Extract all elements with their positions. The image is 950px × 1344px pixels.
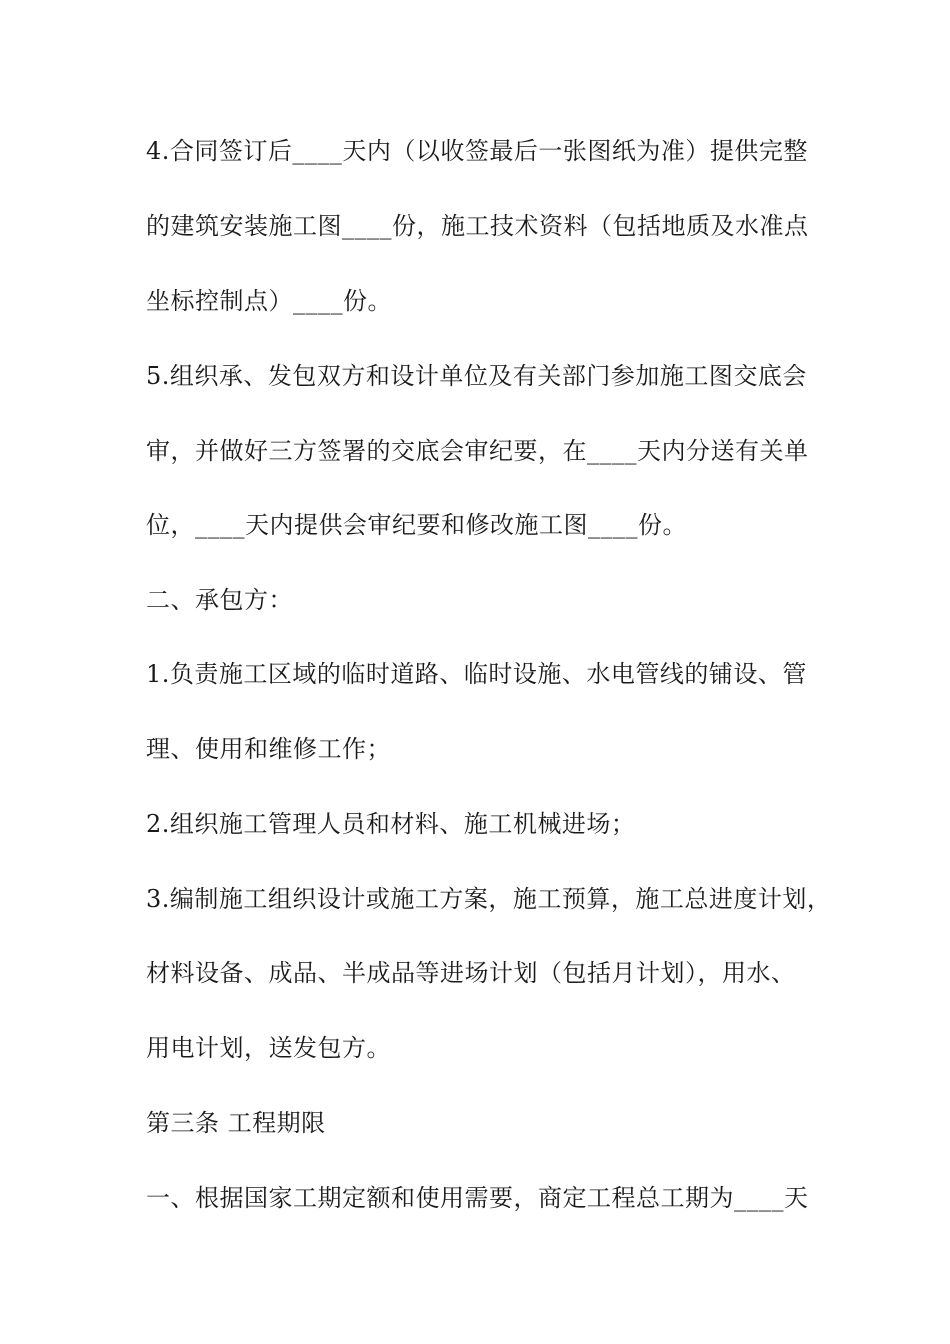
text-line: 材料设备、成品、半成品等进场计划（包括月计划），用水、: [146, 959, 796, 987]
text-line: 4.合同签订后____天内（以收签最后一张图纸为准）提供完整: [146, 137, 808, 165]
text-line: 5.组织承、发包双方和设计单位及有关部门参加施工图交底会: [146, 362, 807, 390]
text-line: 坐标控制点）____份。: [146, 287, 392, 315]
section-heading: 二、承包方：: [146, 586, 293, 614]
text-line: 审，并做好三方签署的交底会审纪要，在____天内分送有关单: [146, 437, 809, 465]
text-line: 1.负责施工区域的临时道路、临时设施、水电管线的铺设、管: [146, 660, 807, 688]
text-line: 位，____天内提供会审纪要和修改施工图____份。: [146, 511, 687, 539]
text-line: 用电计划，送发包方。: [146, 1034, 391, 1062]
text-line: 2.组织施工管理人员和材料、施工机械进场；: [146, 810, 636, 838]
text-line: 3.编制施工组织设计或施工方案，施工预算，施工总进度计划，: [146, 885, 832, 913]
text-line: 一、根据国家工期定额和使用需要，商定工程总工期为____天: [146, 1184, 809, 1212]
article-heading: 第三条 工程期限: [146, 1109, 326, 1137]
text-line: 理、使用和维修工作；: [146, 735, 391, 763]
text-line: 的建筑安装施工图____份，施工技术资料（包括地质及水准点: [146, 212, 809, 240]
